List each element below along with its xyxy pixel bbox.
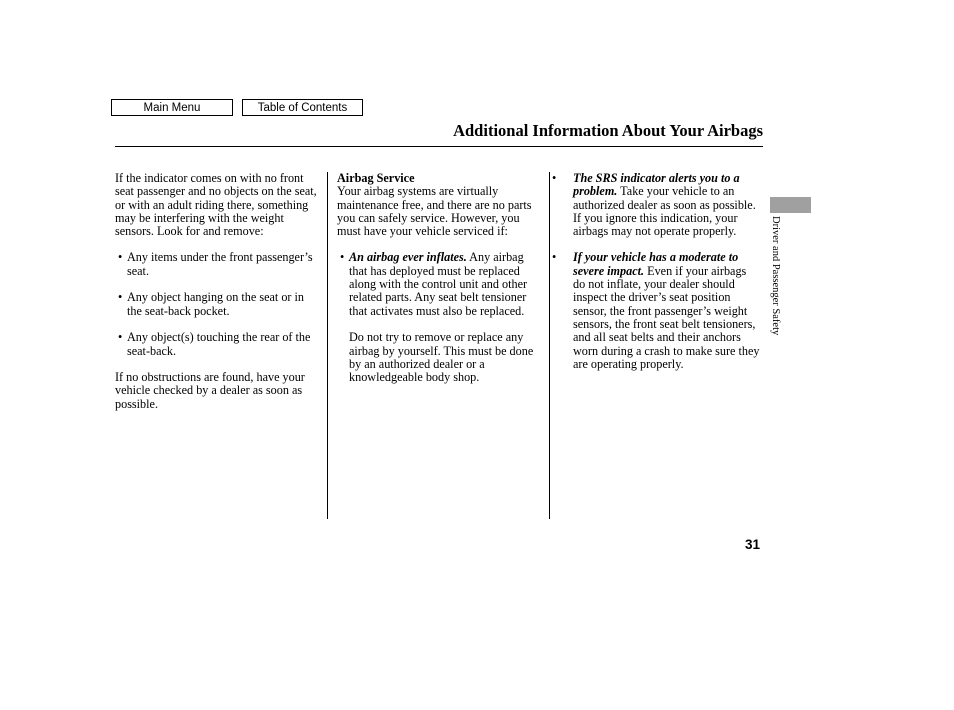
list-item: [115, 251, 320, 278]
list-item-text: Any object hanging on the seat or in the seat-back pocket.: [127, 290, 305, 318]
column-middle: [337, 172, 543, 384]
list-item-text: Do not try to remove or replace any airbag by yourself. This must be done by an authorized dealer or a knowledgeable body shop.: [349, 330, 534, 385]
column-left: [115, 172, 320, 411]
section-tab-label: Driver and Passenger Safety: [770, 216, 781, 336]
page-title: Additional Information About Your Airbags: [453, 121, 763, 140]
bullet-dot: •: [118, 330, 123, 345]
bullet-dot: •: [552, 171, 557, 185]
intro-paragraph: Your airbag systems are virtually maintenance free, and there are no parts you can safely service. However, you must have your vehicle serviced if:: [337, 184, 532, 239]
list-item-text: Take your vehicle to an authorized dealer as soon as possible. If you ignore this indication, your airbags may not operate properly.: [573, 184, 756, 239]
column-divider: [327, 172, 328, 519]
bullet-dot: •: [340, 250, 345, 265]
list-item: [337, 251, 543, 317]
list-item-continuation: [337, 331, 543, 384]
list-item-text: Any object(s) touching the rear of the seat-back.: [127, 330, 311, 358]
bullet-dot: •: [118, 250, 123, 265]
intro-paragraph: If the indicator comes on with no front seat passenger and no objects on the seat, or with an adult riding there, something may be interfering with the weight sensors. Look for and remove:: [115, 171, 317, 239]
table-of-contents-button[interactable]: Table of Contents: [242, 99, 363, 116]
list-item-text: Any items under the front passenger’s seat.: [127, 250, 313, 278]
column-divider: [549, 172, 550, 519]
list-item-lead: The SRS indicator alerts you to a problem.: [573, 171, 740, 199]
list-item-lead: If your vehicle has a moderate to severe impact.: [573, 250, 739, 278]
bullet-dot: •: [118, 290, 123, 305]
list-item-lead: An airbag ever inflates.: [349, 250, 467, 265]
title-rule: [115, 146, 763, 147]
page-number: 31: [745, 537, 761, 552]
bullet-dot: •: [552, 250, 557, 265]
list-item: [552, 171, 761, 239]
list-item-text: Even if your airbags do not inflate, your dealer should inspect the driver’s seat position sensor, the front passenger’s weight sensors, the front seat belt tensioners, and all seat belts and their anchors worn during a crash to make sure they are operating properly.: [573, 263, 760, 371]
column-right: [552, 171, 761, 371]
list-item: [115, 331, 320, 358]
main-menu-button[interactable]: Main Menu: [111, 99, 233, 116]
list-item: [552, 250, 761, 371]
section-tab-marker: [770, 197, 811, 213]
list-item-text: Any airbag that has deployed must be replaced along with the control unit and other related parts. Any seat belt tensioner that activates must also be replaced.: [349, 250, 528, 318]
section-heading: Airbag Service: [337, 171, 415, 185]
list-item: [115, 291, 320, 318]
closing-paragraph: If no obstructions are found, have your vehicle checked by a dealer as soon as possible.: [115, 370, 305, 411]
